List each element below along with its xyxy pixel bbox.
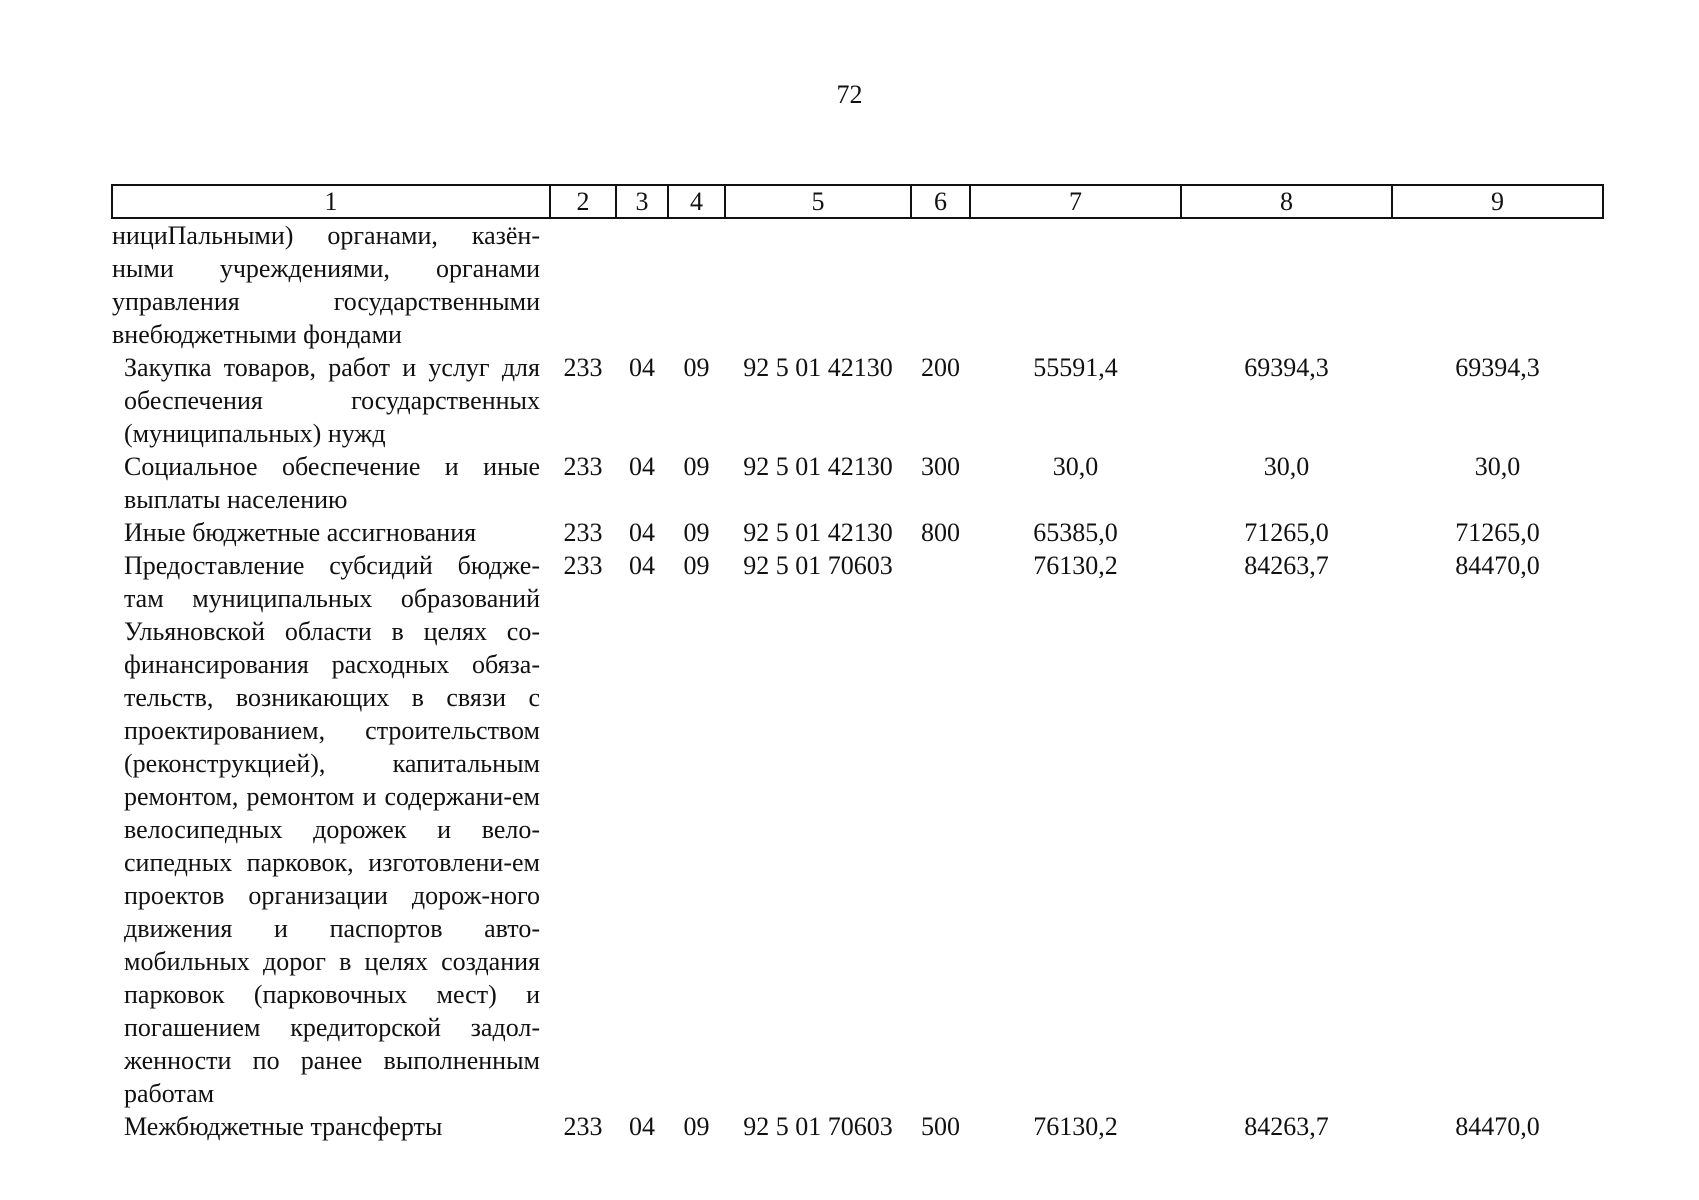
cell-ministry-code: 233 [563,518,603,547]
row-description: Социальное обеспечение и иные выплаты населению [124,452,540,514]
cell-section: 04 [629,452,655,481]
col-header-7: 7 [970,185,1181,218]
cell-amount-8: 84263,7 [1244,551,1329,580]
cell-section: 04 [629,1112,655,1141]
col-header-6: 6 [911,185,970,218]
cell-amount-8: 84263,7 [1244,1112,1329,1141]
cell-ministry-code: 233 [563,452,603,481]
table-row [112,351,1603,450]
cell-ministry-code: 233 [563,551,603,580]
row-description: нициПальными) органами, казён-ными учреждениями, органами управления государственными внебюджетными фондами [112,221,540,349]
row-description: Иные бюджетные ассигнования [124,518,477,547]
col-header-4: 4 [668,185,725,218]
cell-amount-7 [970,218,1181,351]
cell-target-article: 92 5 01 70603 [743,1112,893,1141]
cell-ministry-code [550,218,616,351]
cell-expense-type [911,218,970,351]
cell-amount-8: 71265,0 [1244,518,1329,547]
cell-subsection [668,218,725,351]
cell-amount-7: 30,0 [1052,452,1099,481]
cell-expense-type [911,549,970,1110]
cell-amount-9: 30,0 [1474,452,1521,481]
table-row [112,450,1603,516]
row-description: Межбюджетные трансферты [124,1112,443,1141]
cell-amount-7: 76130,2 [1033,1112,1118,1141]
cell-target-article: 92 5 01 42130 [743,518,893,547]
col-header-2: 2 [550,185,616,218]
cell-subsection: 09 [683,353,710,382]
col-header-3: 3 [616,185,668,218]
cell-target-article [725,218,911,351]
col-header-5: 5 [725,185,911,218]
table-row [112,549,1603,1110]
cell-amount-7: 65385,0 [1033,518,1118,547]
cell-section: 04 [629,551,655,580]
cell-section [616,218,668,351]
cell-amount-9 [1392,218,1603,351]
cell-amount-9: 84470,0 [1455,551,1540,580]
cell-amount-9: 71265,0 [1455,518,1540,547]
row-description: Закупка товаров, работ и услуг для обеспечения государственных (муниципальных) нужд [124,353,540,448]
cell-amount-9: 69394,3 [1455,353,1540,382]
budget-table [111,184,1604,1143]
cell-subsection: 09 [683,518,710,547]
cell-amount-8 [1181,218,1392,351]
cell-subsection: 09 [683,551,710,580]
cell-target-article: 92 5 01 70603 [743,551,893,580]
page-number: 72 [836,80,863,109]
cell-expense-type: 500 [921,1112,960,1141]
cell-amount-9: 84470,0 [1455,1112,1540,1141]
cell-section: 04 [629,353,655,382]
table-row [112,1110,1603,1143]
table-row [112,218,1603,351]
col-header-9: 9 [1392,185,1603,218]
col-header-8: 8 [1181,185,1392,218]
cell-subsection: 09 [683,452,710,481]
cell-ministry-code: 233 [563,353,603,382]
cell-ministry-code: 233 [563,1112,603,1141]
cell-amount-7: 55591,4 [1033,353,1118,382]
cell-target-article: 92 5 01 42130 [743,353,893,382]
cell-expense-type: 800 [921,518,960,547]
cell-amount-8: 30,0 [1263,452,1310,481]
table-row [112,516,1603,549]
cell-amount-8: 69394,3 [1244,353,1329,382]
cell-amount-7: 76130,2 [1033,551,1118,580]
col-header-1: 1 [112,185,550,218]
cell-target-article: 92 5 01 42130 [743,452,893,481]
row-description: Предоставление субсидий бюдже-там муниципальных образований Ульяновской области в целях со-финансирования расходных обяза-тельств, возникающих в связи с проектированием, строительством (реконструкцией), капитальным ремонтом, ремонтом и содержани-ем велосипедных дорожек и вело-сипедных парковок, изготовлени-ем проектов организации дорож-ного движения и паспортов авто-мобильных дорог в целях создания парковок (парковочных мест) и погашением кредиторской задол-женности по ранее выполненным работам [124,551,540,1108]
cell-section: 04 [629,518,655,547]
header-row [112,185,1603,218]
cell-subsection: 09 [683,1112,710,1141]
cell-expense-type: 200 [921,353,960,382]
cell-expense-type: 300 [921,452,960,481]
